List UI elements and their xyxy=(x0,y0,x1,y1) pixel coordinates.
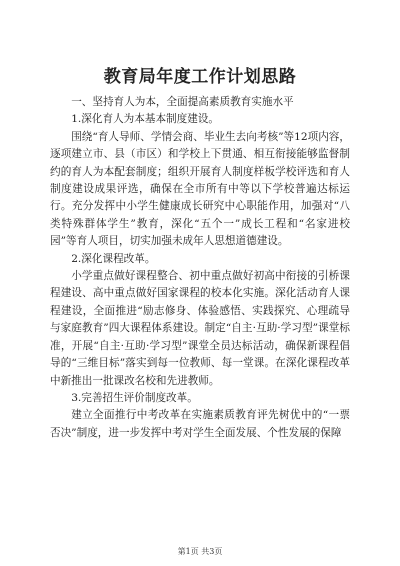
paragraph-3: 建立全面推行中考改革在实施素质教育评先树优中的“一票否决”制度，进一步发挥中考对学生全面发展、个性发展的保障 xyxy=(50,409,350,439)
document-title: 教育局年度工作计划思路 xyxy=(103,67,297,87)
subsection-heading-3: 3.完善招生评价制度改革。 xyxy=(71,391,198,404)
subsection-heading-1: 1.深化育人为本基本制度建设。 xyxy=(71,113,220,126)
document-body xyxy=(50,94,350,442)
page-footer: 第1页 共3页 xyxy=(177,547,223,556)
paragraph-1: 围绕“育人导师、学情会商、毕业生去向考核”等12项内容，逐项建立市、县（市区）和学校上下贯通、相互衔接能够监督制约的育人为本配套制度；组织开展育人制度样板学校评选和育人制度建设成果评选，确保在全市所有中等以下学校普遍达标运行。充分发挥中小学生健康成长研究中心职能作用，加强对“八类特殊群体学生”教育，深化“五个一”成长工程和“名家进校园”等育人项目，切实加强未成年人思想道德建设。 xyxy=(50,130,350,248)
section-heading-1: 一、坚持育人为本，全面提高素质教育实施水平 xyxy=(71,96,294,108)
paragraph-2: 小学重点做好课程整合、初中重点做好初高中衔接的引桥课程建设、高中重点做好国家课程的校本化实施。深化活动育人课程建设，全面推进“励志修身、体验感悟、实践探究、心理疏导与家庭教育”四大课程体系建设。制定“自主·互助·学习型”课堂标准，开展“自主·互助·学习型”课堂全员达标活动，确保新课程倡导的“三维目标”落实到每一位教师、每一堂课。在深化课程改革中新推出一批课改名校和先进教师。 xyxy=(50,270,350,387)
subsection-heading-2: 2.深化课程改革。 xyxy=(71,252,156,265)
